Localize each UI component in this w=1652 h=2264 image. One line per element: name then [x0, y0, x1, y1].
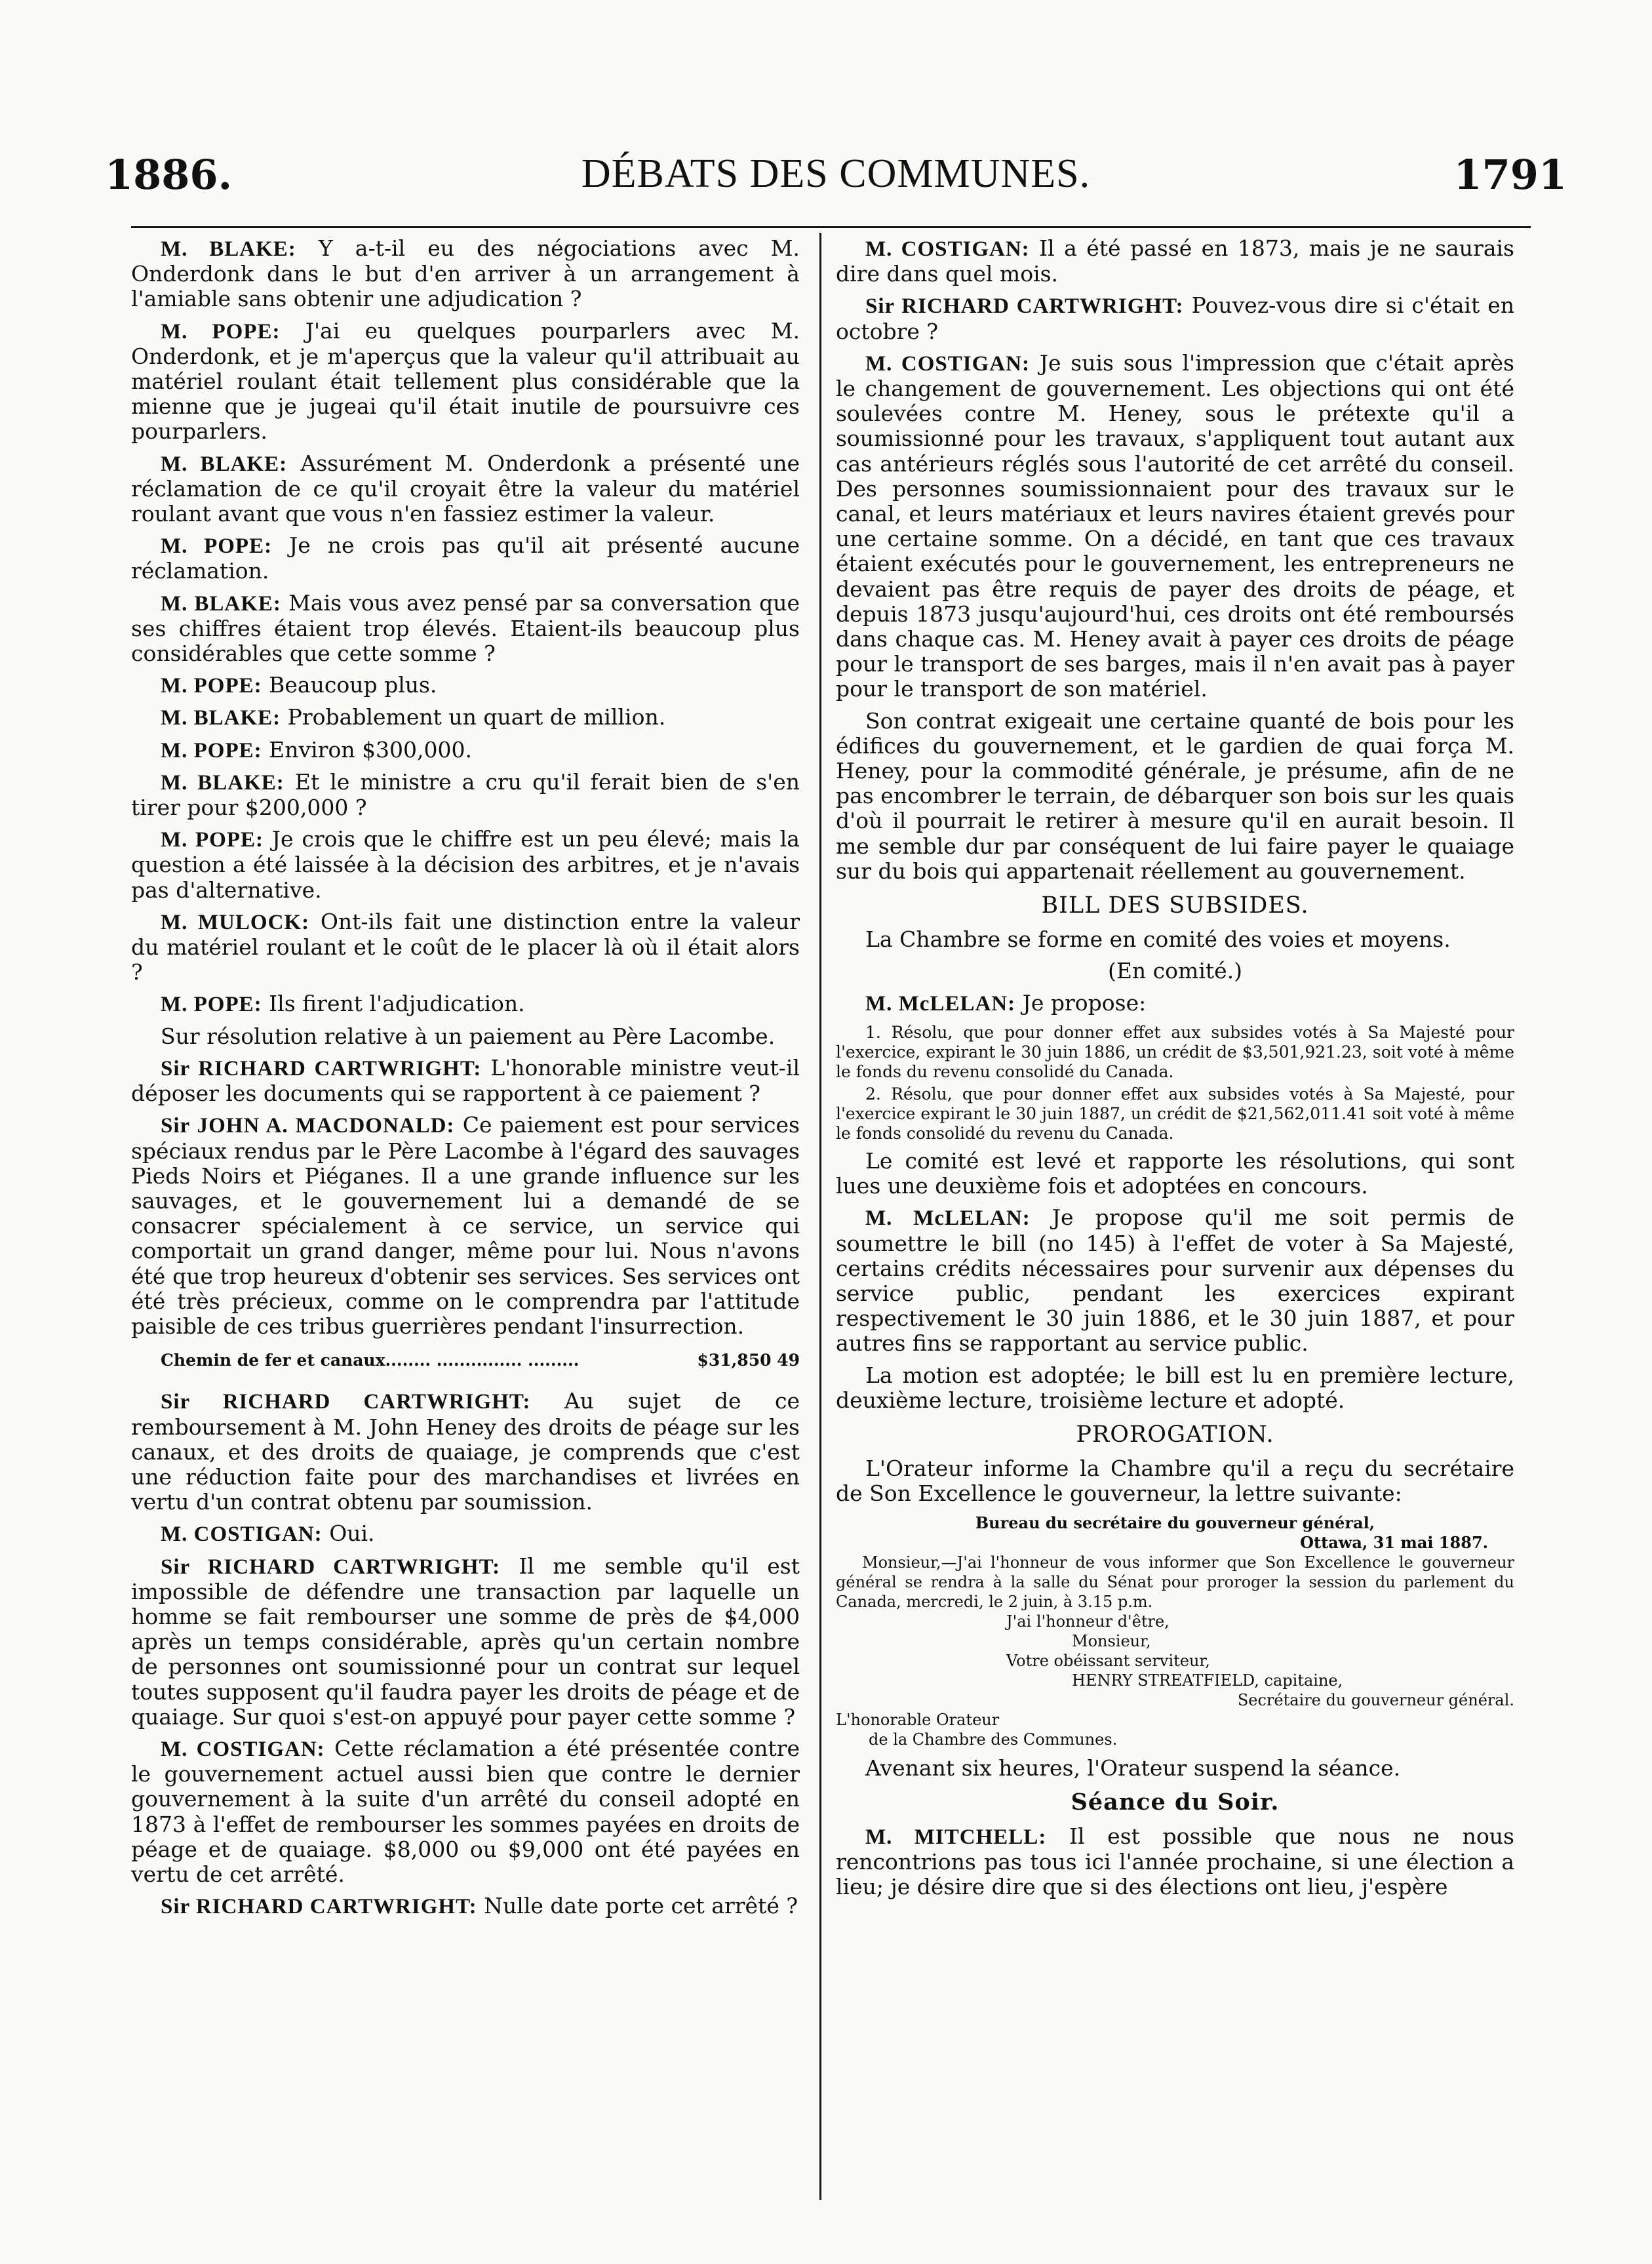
speech-text: Il est possible que nous ne nous rencontrions pas tous ici l'année prochaine, si une élection a lieu; je désire dire que si des élections ont lieu, j'espère	[836, 1823, 1514, 1900]
speech-paragraph	[131, 909, 800, 985]
speech-text: Il a été passé en 1873, mais je ne saurais dire dans quel mois.	[836, 235, 1514, 287]
speaker-name: Sir RICHARD CARTWRIGHT:	[161, 1895, 477, 1919]
column-divider	[819, 233, 821, 2200]
speaker-name: M. BLAKE:	[161, 770, 285, 795]
speech-text: Le comité est levé et rapporte les résolutions, qui sont lues une deuxième fois et adoptées en concours.	[836, 1147, 1514, 1199]
speaker-name: Sir RICHARD CARTWRIGHT:	[161, 1555, 501, 1579]
suspend-note: Avenant six heures, l'Orateur suspend la séance.	[865, 1755, 1401, 1781]
mclelan-propose	[836, 991, 1514, 1016]
speech-text: Je propose:	[1022, 989, 1147, 1016]
speech-paragraph	[836, 1363, 1514, 1413]
speech-text: Beaucoup plus.	[269, 672, 437, 698]
speech-paragraph	[131, 319, 800, 445]
letter-signer-title: Secrétaire du gouverneur général.	[1237, 1690, 1514, 1709]
speaker-name: M. POPE:	[161, 674, 262, 698]
amount-line	[131, 1348, 800, 1373]
left-paragraphs-a	[131, 236, 800, 1339]
speech-text: Cette réclamation a été présentée contre le gouvernement actuel aussi bien que contre le dernier gouvernement à la suite d'un arrêté du conseil adopté en 1873 à l'effet de rembourser les sommes payées en droits de péage et de quaiage. $8,000 ou $9,000 ont été payées en vertu de cet arrêté.	[131, 1735, 800, 1887]
speech-text: Ont-ils fait une distinction entre la valeur du matériel roulant et le coût de le placer là où il était alors ?	[131, 908, 800, 985]
speech-paragraph	[131, 991, 800, 1017]
header-title: DÉBATS DES COMMUNES.	[581, 151, 1091, 196]
speech-paragraph	[131, 1113, 800, 1339]
speech-text: L'honorable ministre veut-il déposer les documents qui se rapportent à ce paiement ?	[131, 1054, 800, 1107]
speech-text: Assurément M. Onderdonk a présenté une réclamation de ce qu'il croyait être la valeur du matériel roulant avant que vous n'en fassiez estimer la valeur.	[131, 450, 800, 527]
speech-text: Et le ministre a cru qu'il ferait bien de s'en tirer pour $200,000 ?	[131, 768, 800, 821]
speech-text: Je suis sous l'impression que c'était après le changement de gouvernement. Les objections qui ont été soulevées contre M. Heney, sous le prétexte qu'il a soumissionné pour les travaux, s'appliquent tout autant aux cas antérieurs réglés sous l'autorité de cet arrêté du conseil. Des personnes soumissionnaient pour des travaux sur le canal, et leurs matériaux et leurs navires étaient grevés pour une certaine somme. On a décidé, en tant que ces travaux étaient exécutés pour le gouvernement, les entrepreneurs ne devaient pas être requis de payer des droits de péage, et depuis 1873 jusqu'aujourd'hui, ces droits ont été remboursés dans chaque cas. M. Heney avait à payer ces droits de péage pour le transport de ses barges, mais il n'en avait pas à payer pour le transport de son matériel.	[836, 349, 1514, 702]
speech-paragraph	[131, 451, 800, 527]
speech-paragraph	[131, 1521, 800, 1547]
bill-intro: La Chambre se forme en comité des voies et moyens.	[865, 926, 1451, 953]
speech-text: Pouvez-vous dire si c'était en octobre ?	[836, 292, 1514, 344]
speaker-name: M. COSTIGAN:	[865, 351, 1030, 376]
speech-paragraph	[131, 1389, 800, 1515]
speech-text: Au sujet de ce remboursement à M. John Heney des droits de péage sur les canaux, et des droits de quaiage, je comprends que c'est une réduction faite pour des marchandises et livrées en vertu d'un contrat obtenu par soumission.	[131, 1388, 800, 1515]
speaker-name: Sir RICHARD CARTWRIGHT:	[161, 1056, 482, 1081]
speaker-name: M. BLAKE:	[161, 452, 288, 476]
speech-paragraph	[836, 236, 1514, 287]
speech-text: La motion est adoptée; le bill est lu en première lecture, deuxième lecture, troisième lecture et adopté.	[836, 1362, 1514, 1413]
right-column	[836, 236, 1514, 1907]
speech-text: Je ne crois pas qu'il ait présenté aucune réclamation.	[131, 532, 800, 584]
speech-paragraph	[836, 1149, 1514, 1199]
speech-text: Il me semble qu'il est impossible de défendre une transaction par laquelle un homme se fait rembourser une somme de près de $4,000 après un temps considérable, après qu'un certain nombre de personnes ont soumissionné pour un contrat sur lequel toutes supposent qu'il faudra payer les droits de péage et de quaiage. Sur quoi s'est-on appuyé pour payer cette somme ?	[131, 1553, 800, 1730]
speech-paragraph	[131, 738, 800, 763]
speech-paragraph	[131, 673, 800, 698]
final-paragraph	[836, 1824, 1514, 1900]
speech-paragraph	[131, 1056, 800, 1106]
resolutions	[836, 1023, 1514, 1143]
speech-text: Nulle date porte cet arrêté ?	[484, 1893, 798, 1919]
letter-body: Monsieur,—J'ai l'honneur de vous informer que Son Excellence le gouverneur général se rendra à la salle du Sénat pour proroger la session du parlement du Canada, mercredi, le 2 juin, à 3.15 p.m.	[836, 1553, 1514, 1611]
bill-heading: BILL DES SUBSIDES.	[1041, 892, 1309, 919]
speech-text: Mais vous avez pensé par sa conversation que ses chiffres étaient trop élevés. Etaient-ils beaucoup plus considérables que cette somme ?	[131, 589, 800, 667]
speech-paragraph	[836, 293, 1514, 344]
speech-text: Je propose qu'il me soit permis de soumettre le bill (no 145) à l'effet de voter à Sa Majesté, certains crédits nécessaires pour survenir aux dépenses du service public, pendant les exercices expirant respectivement le 30 juin 1886, et le 30 juin 1887, et pour autres fins se rapportant au service public.	[836, 1204, 1514, 1357]
speech-paragraph	[131, 236, 800, 312]
speech-paragraph	[131, 591, 800, 667]
speaker-name: M. BLAKE:	[161, 706, 281, 730]
speech-paragraph	[131, 1554, 800, 1730]
speech-paragraph	[836, 709, 1514, 884]
resolution-1: 1. Résolu, que pour donner effet aux subsides votés à Sa Majesté pour l'exercice, expirant le 30 juin 1886, un crédit de $3,501,921.23, soit voté à même le fonds du revenu consolidé du Canada.	[836, 1022, 1514, 1081]
speech-text: J'ai eu quelques pourparlers avec M. Onderdonk, et je m'aperçus que la valeur qu'il attribuait au matériel roulant était tellement plus considérable que la mienne que je jugeai qu'il était inutile de poursuivre ces pourparlers.	[131, 317, 800, 445]
speaker-name: M. MULOCK:	[161, 910, 310, 934]
letter-office: Bureau du secrétaire du gouverneur général,	[975, 1513, 1375, 1532]
speaker-name: M. POPE:	[161, 319, 281, 344]
speaker-name: M. BLAKE:	[161, 591, 281, 616]
header-rule	[131, 226, 1531, 228]
speech-paragraph	[131, 770, 800, 820]
letter-closing-2: Monsieur,	[1072, 1631, 1151, 1650]
resolution-2: 2. Résolu, que pour donner effet aux subsides votés à Sa Majesté, pour l'exercice expirant le 30 juin 1887, un crédit de $21,562,011.41 soit voté à même le fonds consolidé du revenu du Canada.	[836, 1084, 1514, 1143]
letter-closing-3: Votre obéissant serviteur,	[1006, 1651, 1210, 1670]
prorogation-heading: PROROGATION.	[1076, 1421, 1274, 1448]
speaker-name: M. COSTIGAN:	[161, 1737, 325, 1761]
speech-paragraph	[131, 533, 800, 584]
speech-text: Environ $300,000.	[269, 736, 473, 763]
speech-paragraph	[131, 1024, 800, 1049]
speech-text: Probablement un quart de million.	[287, 704, 666, 730]
letter-signer: HENRY STREATFIELD, capitaine,	[1072, 1671, 1343, 1690]
speech-text: Y a-t-il eu des négociations avec M. Onderdonk dans le but d'en arriver à un arrangement à l'amiable sans obtenir une adjudication ?	[131, 235, 800, 312]
prorogation-intro: L'Orateur informe la Chambre qu'il a reçu du secrétaire de Son Excellence le gouverneur, la lettre suivante:	[836, 1456, 1514, 1507]
speech-text: Je crois que le chiffre est un peu élevé; mais la question a été laissée à la décision des arbitres, et je n'avais pas d'alternative.	[131, 826, 800, 903]
page-header	[105, 151, 1567, 216]
header-page-number: 1791	[1453, 151, 1567, 199]
speech-text: Ils firent l'adjudication.	[269, 991, 525, 1017]
left-paragraphs-b	[131, 1389, 800, 1919]
speech-paragraph	[131, 1894, 800, 1919]
speech-paragraph	[836, 351, 1514, 702]
speaker-name: M. BLAKE:	[161, 237, 296, 261]
speaker-name: M. COSTIGAN:	[161, 1522, 323, 1547]
speaker-name: Sir RICHARD CARTWRIGHT:	[865, 294, 1184, 319]
amount-value: $31,850 49	[697, 1351, 800, 1370]
letter	[836, 1513, 1514, 1749]
speaker-name: Sir JOHN A. MACDONALD:	[161, 1114, 455, 1138]
left-column	[131, 236, 800, 1926]
amount-label: Chemin de fer et canaux........ ............... .........	[161, 1351, 580, 1370]
right-paragraphs-a	[836, 236, 1514, 884]
speaker-name: Sir RICHARD CARTWRIGHT:	[161, 1390, 531, 1414]
speaker-name: M. POPE:	[161, 534, 273, 559]
speech-text: Ce paiement est pour services spéciaux rendus par le Père Lacombe à l'égard des sauvages Pieds Noirs et Piéganes. Il a une grande influence sur les sauvages, et le gouvernement lui a demandé de se consacrer spécialement à ce service, un service qui comportait un grand danger, même pour lui. Nous n'avons été que trop heureux d'obtenir ses services. Ses services ont été très précieux, comme on le comprendra par l'attitude paisible de ces tribus guerrières pendant l'insurrection.	[131, 1112, 800, 1339]
speaker-name: M. McLELAN:	[865, 1206, 1031, 1231]
in-committee: (En comité.)	[1107, 958, 1243, 984]
speech-paragraph	[131, 705, 800, 730]
speaker-name: M. POPE:	[161, 828, 264, 852]
right-paragraphs-b	[836, 1149, 1514, 1413]
speech-text: Sur résolution relative à un paiement au Père Lacombe.	[161, 1023, 776, 1049]
speech-paragraph	[836, 1205, 1514, 1356]
speaker-name: M. COSTIGAN:	[865, 237, 1030, 261]
speaker-name: M. POPE:	[161, 738, 262, 763]
letter-addressee-2: de la Chambre des Communes.	[869, 1730, 1118, 1749]
speech-paragraph	[131, 827, 800, 903]
header-year: 1886.	[105, 151, 233, 199]
letter-addressee-1: L'honorable Orateur	[836, 1710, 1000, 1729]
speaker-name: M. MITCHELL:	[865, 1825, 1047, 1849]
speaker-name: M. McLELAN:	[865, 991, 1016, 1016]
speech-text: Son contrat exigeait une certaine quanté de bois pour les édifices du gouvernement, et le gardien de quai força M. Heney, pour la commodité générale, je présume, afin de ne pas encombrer le terrain, de débarquer son bois sur les quais d'où il pourrait le retirer à mesure qu'il en aurait besoin. Il me semble dur par conséquent de lui faire payer le quaiage sur du bois qui appartenait réellement au gouvernement.	[836, 707, 1514, 884]
letter-closing-1: J'ai l'honneur d'être,	[1006, 1612, 1170, 1631]
letter-place-date: Ottawa, 31 mai 1887.	[1300, 1532, 1488, 1552]
speech-text: Oui.	[329, 1520, 375, 1547]
speaker-name: M. POPE:	[161, 993, 262, 1017]
evening-heading: Séance du Soir.	[1071, 1788, 1280, 1816]
speech-paragraph	[131, 1736, 800, 1887]
